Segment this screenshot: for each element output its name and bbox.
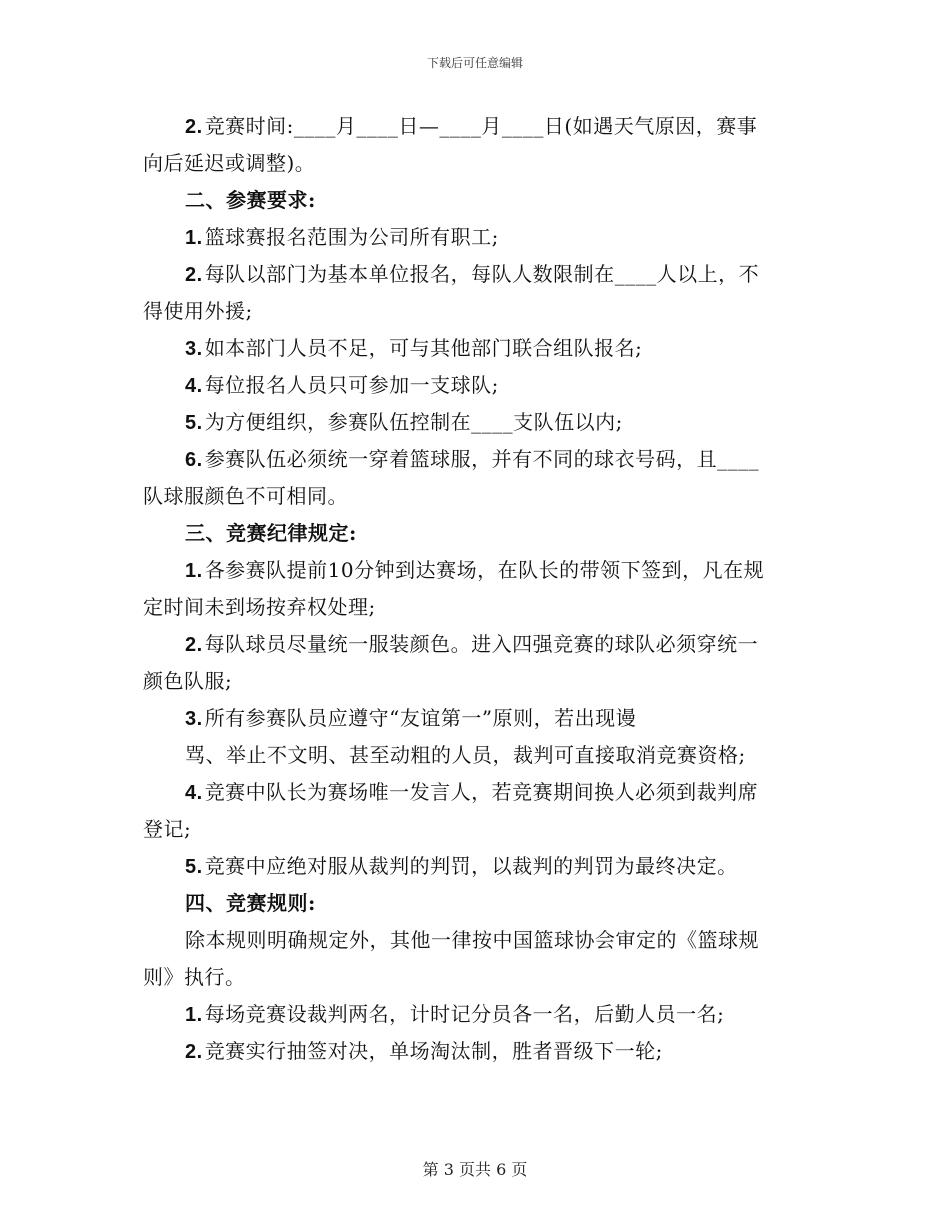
item-number: 2. — [185, 1041, 203, 1063]
text-line — [143, 293, 803, 330]
item-number: 1. — [185, 1004, 203, 1026]
line-text: 各参赛队提前10分钟到达赛场，在队长的带领下签到，凡在规 — [204, 558, 765, 582]
line-text: 竞赛实行抽签对决，单场淘汰制，胜者晋级下一轮; — [204, 1039, 663, 1063]
item-number: 4. — [185, 782, 203, 804]
line-text: 得使用外援; — [143, 299, 253, 323]
line-text: 二、参赛要求: — [185, 188, 316, 212]
text-line — [143, 811, 803, 848]
line-text: 除本规则明确规定外，其他一律按中国篮球协会审定的《篮球规 — [185, 928, 759, 952]
text-line — [143, 922, 803, 959]
line-text: 如本部门人员不足，可与其他部门联合组队报名; — [204, 336, 643, 360]
item-number: 2. — [185, 116, 203, 138]
item-number: 2. — [185, 264, 203, 286]
line-text: 每队球员尽量统一服装颜色。进入四强竞赛的球队必须穿统一 — [204, 632, 759, 656]
text-line — [143, 848, 803, 885]
line-text: 则》执行。 — [143, 965, 246, 989]
item-number: 4. — [185, 375, 203, 397]
line-text: 定时间未到场按弃权处理; — [143, 595, 376, 619]
line-text: 骂、举止不文明、甚至动粗的人员，裁判可直接取消竞赛资格; — [185, 743, 746, 767]
text-line — [143, 256, 803, 293]
line-text: 竞赛时间:____月____日—____月____日(如遇天气原因，赛事 — [204, 114, 758, 138]
text-line — [143, 737, 803, 774]
text-line — [143, 330, 803, 367]
line-text: 为方便组织，参赛队伍控制在____支队伍以内; — [204, 410, 623, 434]
item-number: 5. — [185, 412, 203, 434]
page-header: 下载后可任意编辑 — [426, 56, 523, 70]
line-text: 每位报名人员只可参加一支球队; — [204, 373, 499, 397]
line-text: 竞赛中应绝对服从裁判的判罚，以裁判的判罚为最终决定。 — [204, 854, 738, 878]
section-heading — [143, 885, 803, 922]
line-text: 每场竞赛设裁判两名，计时记分员各一名，后勤人员一名; — [204, 1002, 725, 1026]
line-text: 篮球赛报名范围为公司所有职工; — [204, 225, 499, 249]
item-number: 6. — [185, 449, 203, 471]
line-text: 向后延迟或调整)。 — [143, 151, 316, 175]
text-line — [143, 404, 803, 441]
text-line — [143, 367, 803, 404]
text-line — [143, 145, 803, 182]
text-line — [143, 441, 803, 478]
line-text: 四、竞赛规则: — [185, 891, 316, 915]
section-heading — [143, 515, 803, 552]
line-text: 颜色队服; — [143, 669, 233, 693]
text-line — [143, 700, 803, 737]
item-number: 2. — [185, 634, 203, 656]
line-text: 参赛队伍必须统一穿着篮球服，并有不同的球衣号码，且____ — [204, 447, 760, 471]
document-body — [143, 108, 803, 1070]
text-line — [143, 589, 803, 626]
line-text: 登记; — [143, 817, 192, 841]
section-heading — [143, 182, 803, 219]
page-footer: 第 3 页共 6 页 — [422, 1160, 528, 1179]
item-number: 3. — [185, 708, 203, 730]
text-line — [143, 959, 803, 996]
text-line — [143, 774, 803, 811]
text-line — [143, 626, 803, 663]
item-number: 5. — [185, 856, 203, 878]
line-text: 三、竞赛纪律规定: — [185, 521, 357, 545]
text-line — [143, 663, 803, 700]
text-line — [143, 478, 803, 515]
text-line — [143, 996, 803, 1033]
line-text: 队球服颜色不可相同。 — [143, 484, 348, 508]
text-line — [143, 1033, 803, 1070]
text-line — [143, 219, 803, 256]
line-text: 每队以部门为基本单位报名，每队人数限制在____人以上，不 — [204, 262, 760, 286]
line-text: 竞赛中队长为赛场唯一发言人，若竞赛期间换人必须到裁判席 — [204, 780, 759, 804]
item-number: 1. — [185, 227, 203, 249]
text-line — [143, 108, 803, 145]
item-number: 3. — [185, 338, 203, 360]
text-line — [143, 552, 803, 589]
item-number: 1. — [185, 560, 203, 582]
line-text: 所有参赛队员应遵守“友谊第一”原则，若出现谩 — [204, 706, 637, 730]
